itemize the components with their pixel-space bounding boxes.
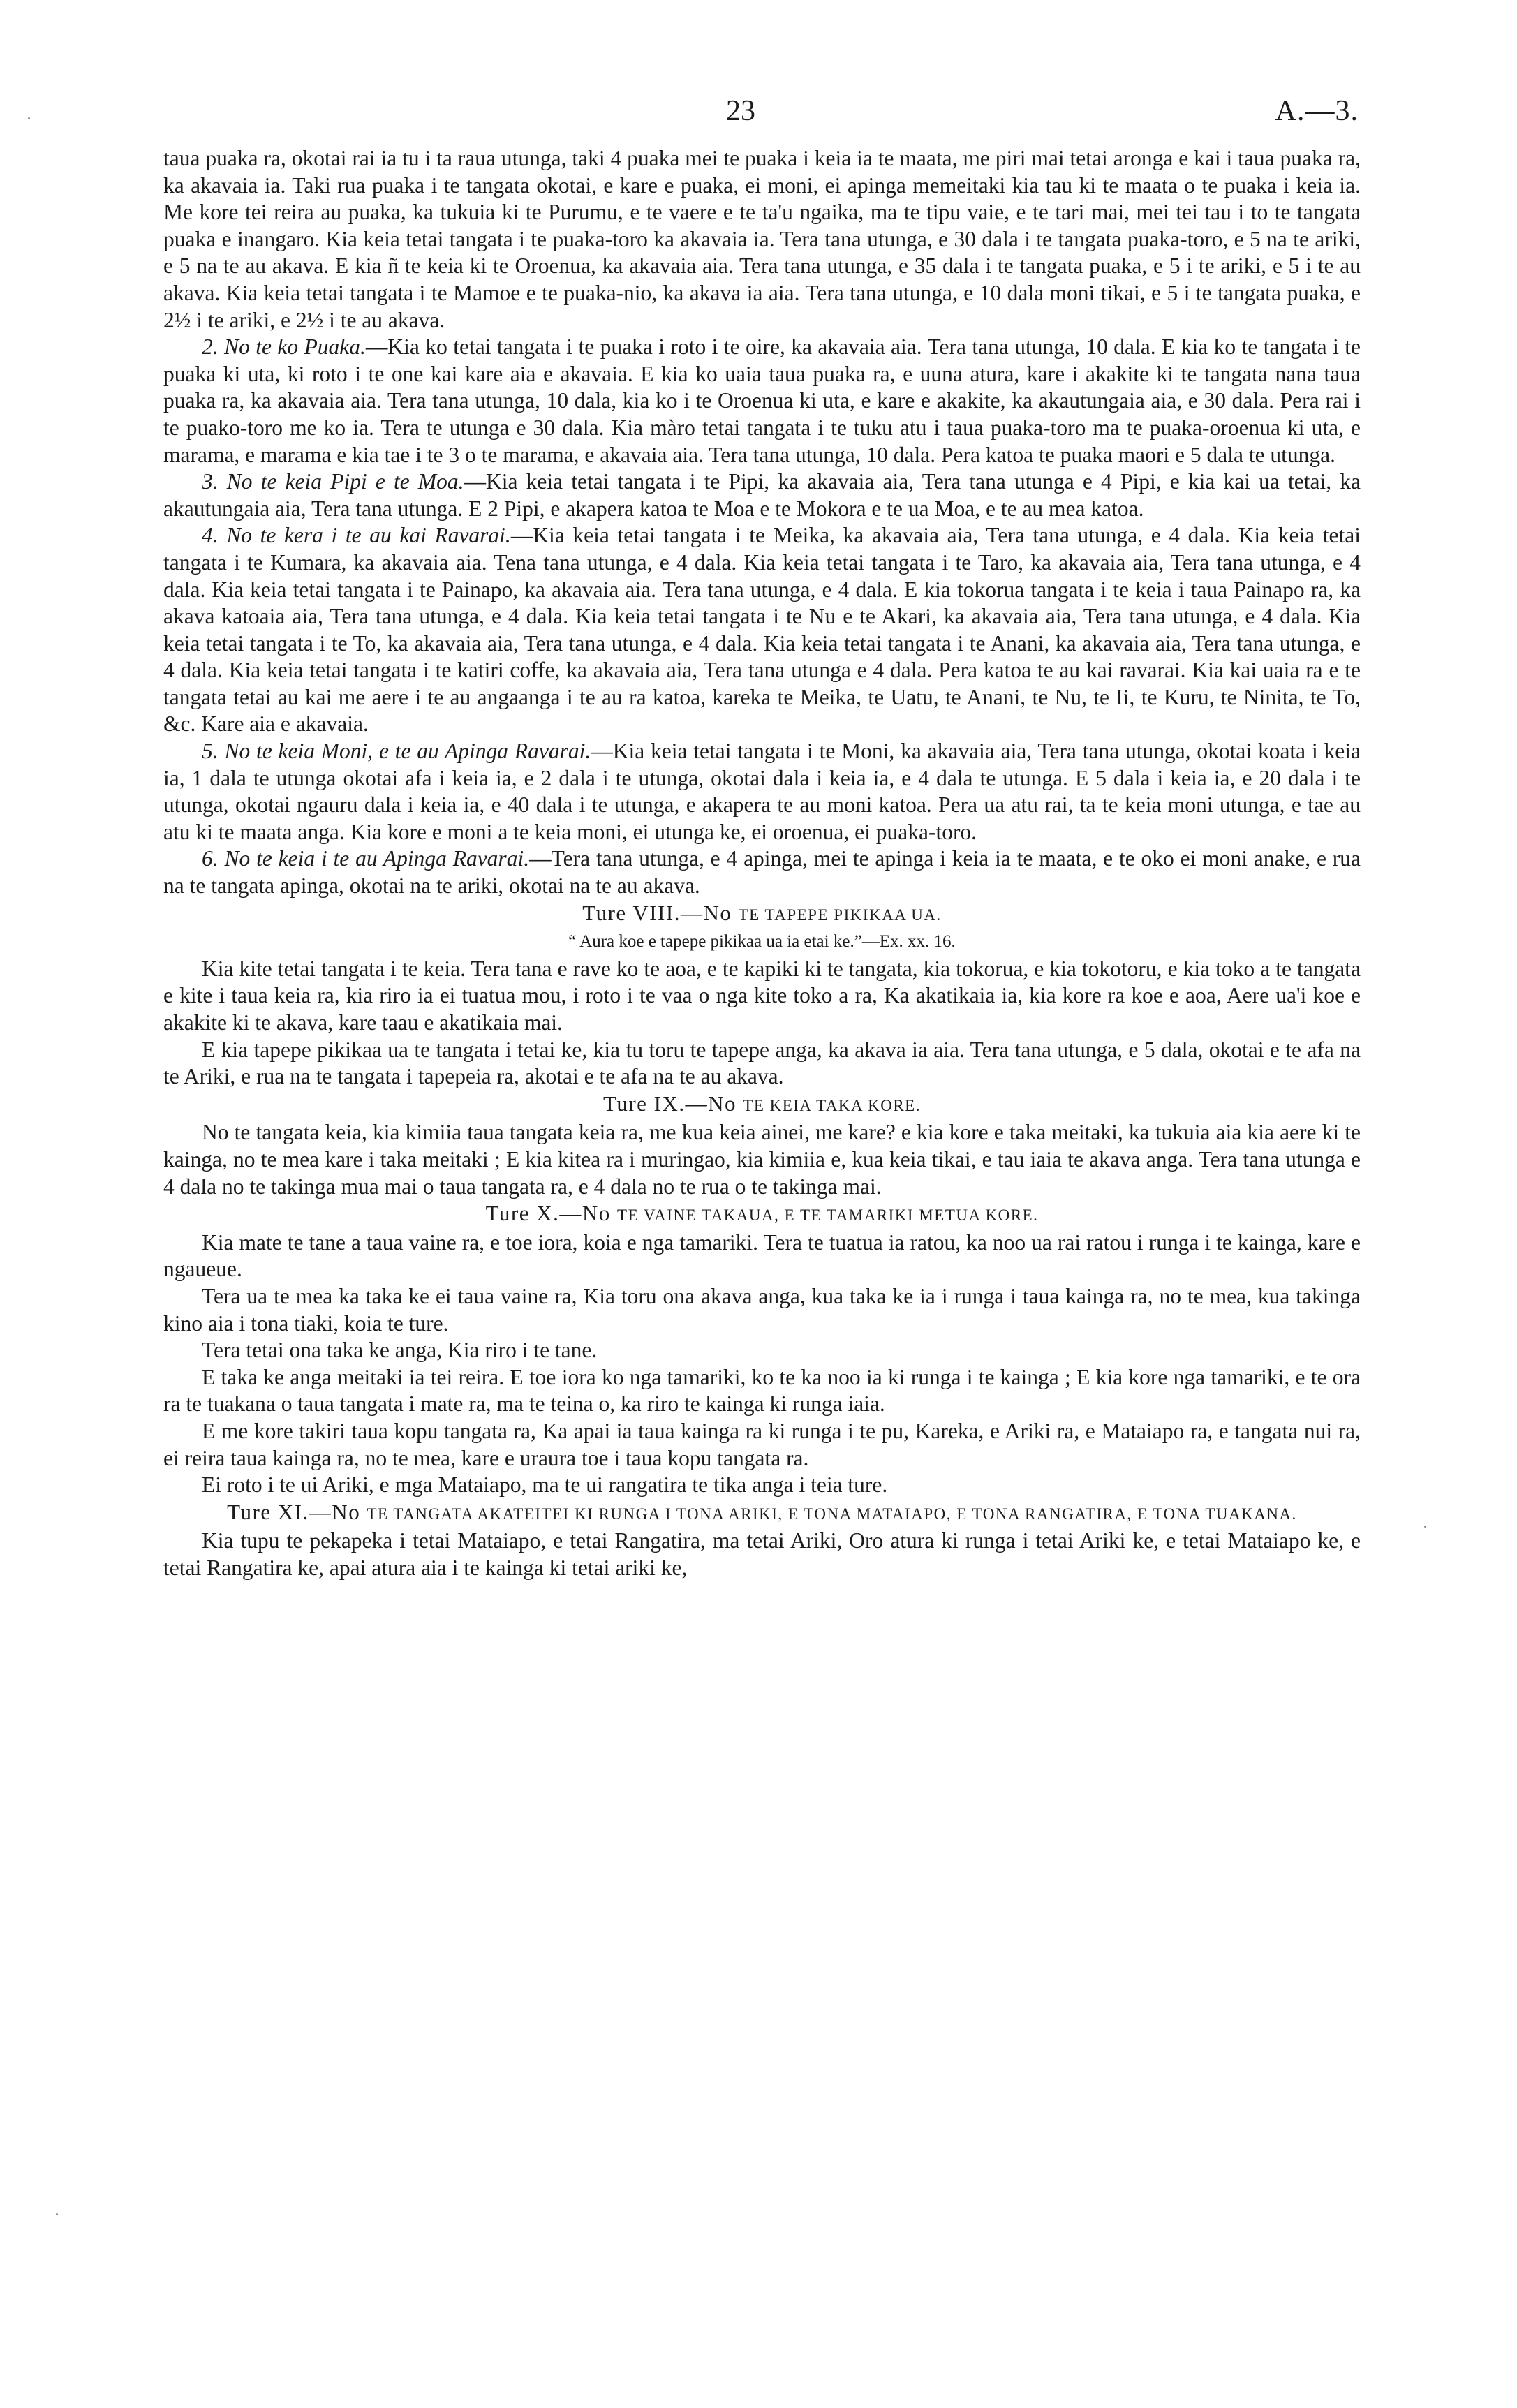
- section-title-lead: Ture X.—No: [485, 1201, 611, 1226]
- scripture-quote: “ Aura koe e tapepe pikikaa ua ia etai ke.”—Ex. xx. 16.: [568, 932, 956, 952]
- body-paragraph: Kia mate te tane a taua vaine ra, e toe iora, koia e nga tamariki. Tera te tuatua ia ratou, ka noo ua rai ratou i runga i te kainga, kare e ngaueue.: [163, 1229, 1361, 1282]
- page-header: [0, 94, 1517, 136]
- clause-heading: 6. No te keia i te au Apinga Ravarai.: [202, 846, 530, 871]
- section-title-lead: Ture VIII.—No: [582, 900, 732, 925]
- section-title-rest: TE TANGATA AKATEITEI KI RUNGA I TONA ARIKI, E TONA MATAIAPO, E TONA RANGATIRA, E TONA TUAKANA.: [367, 1505, 1297, 1523]
- clause-heading: 3. No te keia Pipi e te Moa.: [202, 469, 464, 494]
- document-body: [163, 145, 1361, 1581]
- clause-heading: 5. No te keia Moni, e te au Apinga Ravarai.: [202, 739, 591, 764]
- clause-paragraph: [163, 468, 1361, 522]
- clause-paragraph: [163, 845, 1361, 899]
- body-paragraph: E taka ke anga meitaki ia tei reira. E toe iora ko nga tamariki, ko te ka noo ia ki runga i te kainga ; E kia kore nga tamariki, e te ora ra te tuakana o taua tangata i mate ra, ma te teina o, ka riro te kainga ki runga iaia.: [163, 1364, 1361, 1417]
- body-paragraph: Tera ua te mea ka taka ke ei taua vaine ra, Kia toru ona akava anga, kua taka ke ia i runga i taua kainga ra, no te mea, kua takinga kino aia i tona tiaki, koia te ture.: [163, 1283, 1361, 1336]
- body-paragraph: Kia kite tetai tangata i te keia. Tera tana e rave ko te aoa, e te kapiki ki te tangata, kia tokorua, e kia tokotoru, e kia toko a te tangata e kite i taua keia ra, kia riro ia ei tuatua mou, i roto i te vaa o nga kite toko a ra, Ka akatikaia ia, kia kore ra koe e aoa, Aere ua'i koe e akakite ki te akava, kare taau e akatikaia mai.: [163, 956, 1361, 1035]
- paper-speck: [1424, 1526, 1426, 1528]
- clause-heading: 2. No te ko Puaka.: [202, 334, 366, 360]
- clause-paragraph: [163, 738, 1361, 845]
- section-title: [163, 900, 1361, 929]
- paragraph-text: taua puaka ra, okotai rai ia tu i ta raua utunga, taki 4 puaka mei te puaka i keia ia te maata, me piri mai tetai aronga e kai i taua puaka ra, ka akavaia ia. Taki rua puaka i te tangata okotai, e kare e puaka, ei moni, ei apinga memeitaki kia tau ki te maata o te puaka i keia ia. Me kore tei reira au puaka, ka tukuia ki te Purumu, e te vaere e te ta'u ngaika, ma te tipu vaie, e te tari mai, mei tei tau i to te tangata puaka e inangaro. Kia keia tetai tangata i te puaka-toro ka akavaia ia. Tera tana utunga, e 30 dala i te tangata puaka-toro, e 5 na te ariki, e 5 na te au akava. E kia ñ te keia ki te Oroenua, ka akavaia aia. Tera tana utunga, e 35 dala i te tangata puaka, e 5 i te ariki, e 5 i te au akava. Kia keia tetai tangata i te Mamoe e te puaka-nio, ka akava ia aia. Tera tana utunga, e 10 dala moni tikai, e 5 i te tangata puaka, e 2½ i te ariki, e 2½ i te au akava.: [163, 146, 1361, 332]
- clause-heading: 4. No te kera i te au kai Ravarai.: [202, 523, 511, 548]
- paragraph-text: —Tera tana utunga, e 4 apinga, mei te apinga i keia ia te maata, e te oko ei moni anake, e rua na te tangata apinga, okotai na te ariki, okotai na te au akava.: [163, 846, 1361, 899]
- section-title-rest: TE TAPEPE PIKIKAA UA.: [738, 906, 942, 924]
- body-paragraph: [163, 145, 1361, 334]
- paper-speck: [28, 117, 30, 119]
- body-paragraph: E me kore takiri taua kopu tangata ra, Ka apai ia taua kainga ra ki runga i te pu, Kareka, e Ariki ra, e Mataiapo ra, e tangata nui ra, ei reira taua kainga ra, no te mea, kare e uraura toe i taua kopu tangata ra.: [163, 1418, 1361, 1470]
- paper-speck: [56, 2213, 58, 2215]
- section-title: [163, 1200, 1361, 1229]
- body-paragraph: No te tangata keia, kia kimiia taua tangata keia ra, me kua keia ainei, me kare? e kia kore e taka meitaki, ka tukuia aia kia aere ki te kainga, no te mea kare i taka meitaki ; E kia kitea ra i muringao, kia kimiia e, kua keia tikai, e tau iaia te akava anga. Tera tana utunga e 4 dala no te takinga mua mai o taua tangata ra, e 4 dala no te rua o te takinga mai.: [163, 1120, 1361, 1199]
- clause-paragraph: [163, 334, 1361, 468]
- body-paragraph: Tera tetai ona taka ke anga, Kia riro i te tane.: [202, 1338, 598, 1363]
- clause-paragraph: [163, 522, 1361, 738]
- page-number: 23: [726, 95, 755, 127]
- paragraph-text: —Kia keia tetai tangata i te Moni, ka akavaia aia, Tera tana utunga, okotai koata i keia ia, 1 dala te utunga okotai afa i keia ia, e 2 dala i te utunga, okotai dala i keia ia, e 4 dala te utunga. E 5 dala i keia ia, e 20 dala i te utunga, okotai ngauru dala i keia ia, e 40 dala i te utunga, e akapera te au moni katoa. Pera ua atu rai, ta te keia moni utunga, e tae au atu ki te maata anga. Kia kore e moni a te keia moni, ei utunga ke, ei oroenua, ei puaka-toro.: [163, 739, 1361, 844]
- body-paragraph: Ei roto i te ui Ariki, e mga Mataiapo, ma te ui rangatira te tika anga i teia ture.: [202, 1472, 888, 1498]
- paragraph-text: —Kia ko tetai tangata i te puaka i roto i te oire, ka akavaia aia. Tera tana utunga, 10 dala. E kia ko te tangata i te puaka ki uta, ki roto i te one kai kare aia e akavaia. E kia ko uaia taua puaka ra, e uuna atura, kare i akakite ki te tangata nana taua puaka ra, ka akavaia aia. Tera tana utunga, 10 dala, kia ko i te Oroenua ki uta, e kare e akakite, ka akautungaia aia, e 30 dala. Pera rai i te puako-toro me ko ia. Tera te utunga e 30 dala. Kia màro tetai tangata i te tuku atu i taua puaka-toro ma te puaka-oroenua ki uta, e marama, e marama e kia tae i te 3 o te marama, e akavaia aia. Tera tana utunga, 10 dala. Pera katoa te puaka maori e 5 dala te utunga.: [163, 334, 1361, 467]
- section-title-rest: TE VAINE TAKAUA, E TE TAMARIKI METUA KORE.: [617, 1206, 1039, 1225]
- section-title-lead: Ture IX.—No: [602, 1091, 737, 1116]
- section-title-rest: TE KEIA TAKA KORE.: [743, 1096, 921, 1114]
- section-title: [163, 1499, 1361, 1528]
- section-title-lead: Ture XI.—No: [227, 1499, 361, 1524]
- body-paragraph: Kia tupu te pekapeka i tetai Mataiapo, e tetai Rangatira, ma tetai Ariki, Oro atura ki runga i tetai Ariki ke, e tetai Mataiapo ke, e tetai Rangatira ke, apai atura aia i te kainga ki tetai ariki ke,: [163, 1528, 1361, 1580]
- paragraph-text: —Kia keia tetai tangata i te Pipi, ka akavaia aia, Tera tana utunga e 4 Pipi, e kia kai ua tetai, ka akautungaia aia, Tera tana utunga. E 2 Pipi, e akapera katoa te Moa e te Mokora e te ua Moa, e te au mea katoa.: [163, 469, 1361, 521]
- body-paragraph: E kia tapepe pikikaa ua te tangata i tetai ke, kia tu toru te tapepe anga, ka akava ia aia. Tera tana utunga, e 5 dala, okotai e te afa na te Ariki, e rua na te tangata i tapepeia ra, akotai e te afa na te au akava.: [163, 1037, 1361, 1089]
- paragraph-text: —Kia keia tetai tangata i te Meika, ka akavaia aia, Tera tana utunga, e 4 dala. Kia keia tetai tangata i te Kumara, ka akavaia aia. Tena tana utunga, e 4 dala. Kia keia tetai tangata i te Taro, ka akavaia aia, Tera tana utunga, e 4 dala. Kia keia tetai tangata i te Painapo, ka akavaia aia. Tera tana utunga, e 4 dala. E kia tokorua tangata i te keia i taua Painapo ra, ka akava katoaia aia, Tera tana utunga, e 4 dala. Kia keia tetai tangata i te Nu e te Akari, ka akavaia aia, Tera tana utunga, e 4 dala. Kia keia tetai tangata i te To, ka akavaia aia, Tera tana utunga, e 4 dala. Kia keia tetai tangata i te Anani, ka akavaia aia, Tera tana utunga, e 4 dala. Kia keia tetai tangata i te katiri coffe, ka akavaia aia, Tera tana utunga e 4 dala. Pera katoa te au kai ravarai. Kia kai uaia ra e te tangata tetai au kai me aere i te au angaanga i te au ra katoa, kareka te Meika, te Uatu, te Anani, te Nu, te Ii, te Kuru, te Ninita, te To, &c. Kare aia e akavaia.: [163, 523, 1361, 737]
- report-code: A.—3.: [1275, 95, 1359, 127]
- section-title: [163, 1091, 1361, 1120]
